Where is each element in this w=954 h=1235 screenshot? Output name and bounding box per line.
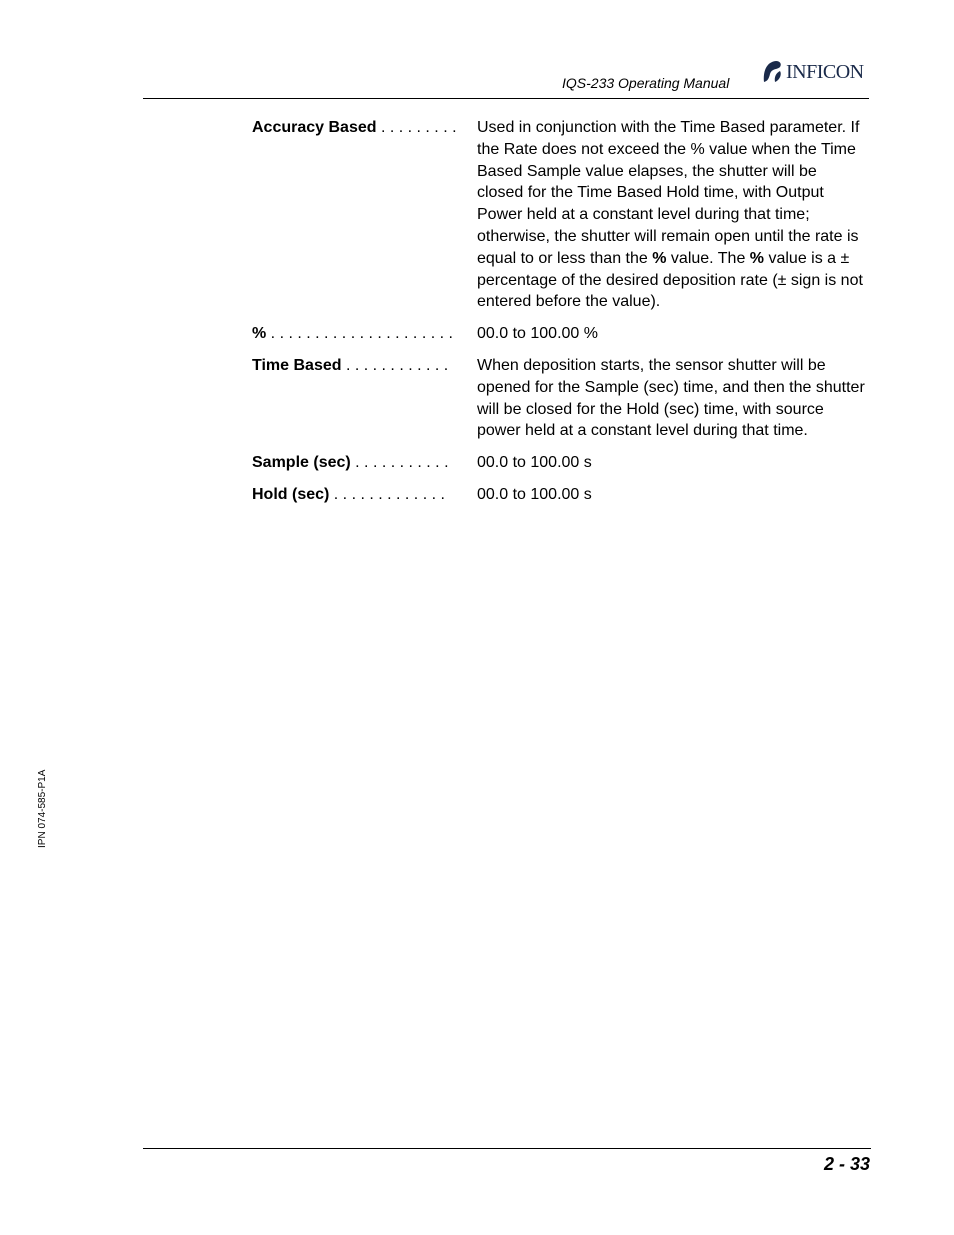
param-description: 00.0 to 100.00 s (477, 454, 592, 472)
header-title: IQS-233 Operating Manual (562, 75, 730, 91)
param-term: Time Based (252, 356, 342, 374)
param-percent (252, 323, 872, 345)
footer-rule (143, 1148, 871, 1149)
param-description: 00.0 to 100.00 s (477, 485, 592, 503)
param-term: % (252, 325, 267, 343)
param-term: Hold (sec) (252, 485, 330, 503)
param-term: Accuracy Based (252, 119, 377, 136)
parameter-list (252, 117, 872, 516)
param-time-based (252, 355, 872, 442)
param-hold-sec (252, 484, 872, 506)
param-description: When deposition starts, the sensor shutter will be opened for the Sample (sec) time, and then the shutter will be closed for the Hold (sec) time, with source power held at a constant level during that time. (477, 356, 865, 440)
leader-dots: . . . . . . . . . (376, 119, 457, 136)
param-description: Used in conjunction with the Time Based parameter. If the Rate does not exceed the % value when the Time Based Sample value elapses, the shutter will be closed for the Time Based Hold time, with Output Power held at a constant level during that time; otherwise, the shutter will remain open until the rate is equal to or less than the % value. The % value is a ± percentage of the desired deposition rate (± sign is not entered before the value). (477, 119, 863, 311)
leader-dots: . . . . . . . . . . . . (341, 356, 449, 374)
param-term: Sample (sec) (252, 454, 351, 472)
param-description: 00.0 to 100.00 % (477, 325, 598, 343)
logo-mark-icon (760, 58, 784, 84)
inficon-logo (760, 58, 875, 86)
page-number: 2 - 33 (823, 1154, 870, 1174)
leader-dots: . . . . . . . . . . . (350, 454, 449, 472)
leader-dots: . . . . . . . . . . . . . . . . . . . . . (266, 325, 453, 343)
header-rule (143, 98, 869, 99)
leader-dots: . . . . . . . . . . . . . (329, 485, 445, 503)
logo-text: INFICON (786, 61, 864, 83)
document-code: IPN 074-585-P1A (37, 769, 48, 848)
param-accuracy-based (252, 117, 872, 313)
param-sample-sec (252, 452, 872, 474)
